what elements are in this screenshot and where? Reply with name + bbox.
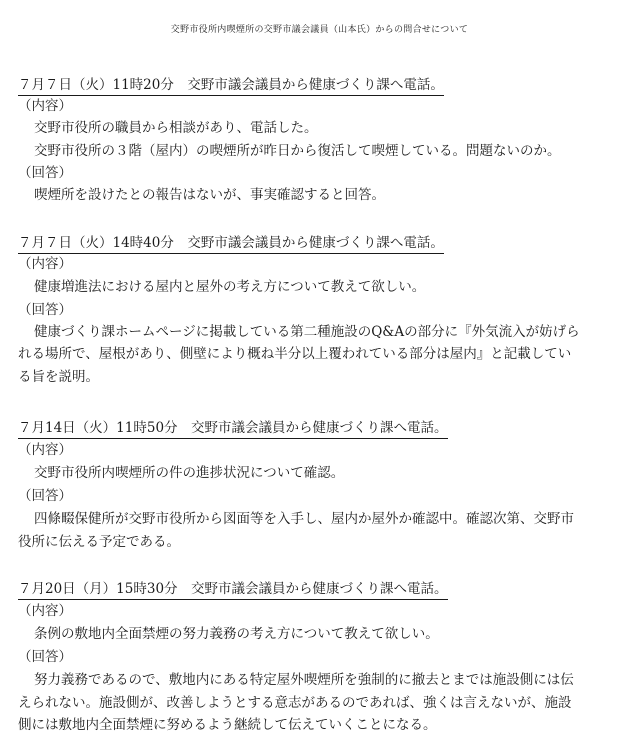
content-label: （内容） bbox=[18, 442, 72, 458]
answer-line: 役所に伝える予定である。 bbox=[18, 534, 180, 550]
answer-label: （回答） bbox=[18, 488, 72, 504]
entry-heading: ７月14日（火）11時50分 交野市議会議員から健康づくり課へ電話。 bbox=[18, 419, 448, 439]
answer-label: （回答） bbox=[18, 302, 72, 318]
content-label: （内容） bbox=[18, 98, 72, 114]
content-line: 健康増進法における屋内と屋外の考え方について教えて欲しい。 bbox=[34, 279, 426, 295]
answer-line: 側には敷地内全面禁煙に努めるよう継続して伝えていくことになる。 bbox=[18, 717, 437, 733]
entry-heading: ７月７日（火）14時40分 交野市議会議員から健康づくり課へ電話。 bbox=[18, 234, 444, 254]
answer-line: る旨を説明。 bbox=[18, 369, 99, 385]
content-line: 交野市役所内喫煙所の件の進捗状況について確認。 bbox=[34, 465, 345, 481]
answer-label: （回答） bbox=[18, 165, 72, 181]
answer-label: （回答） bbox=[18, 649, 72, 665]
content-line: 条例の敷地内全面禁煙の努力義務の考え方について教えて欲しい。 bbox=[34, 626, 439, 642]
answer-line: れる場所で、屋根があり、側壁により概ね半分以上覆われている部分は屋内』と記載してい bbox=[18, 346, 572, 362]
answer-line: えられない。施設側が、改善しようとする意志があるのであれば、強くは言えないが、施設 bbox=[18, 695, 572, 711]
answer-line: 健康づくり課ホームページに掲載している第二種施設のQ&Aの部分に『外気流入が妨げら bbox=[34, 324, 580, 340]
content-line: 交野市役所の３階（屋内）の喫煙所が昨日から復活して喫煙している。問題ないのか。 bbox=[34, 143, 561, 159]
document-title: 交野市役所内喫煙所の交野市議会議員（山本氏）からの問合せについて bbox=[170, 25, 469, 35]
content-label: （内容） bbox=[18, 256, 72, 272]
answer-line: 四條畷保健所が交野市役所から図面等を入手し、屋内か屋外か確認中。確認次第、交野市 bbox=[34, 511, 574, 527]
content-label: （内容） bbox=[18, 603, 72, 619]
answer-line: 努力義務であるので、敷地内にある特定屋外喫煙所を強制的に撤去とまでは施設側には伝 bbox=[34, 672, 574, 688]
entry-heading: ７月７日（火）11時20分 交野市議会議員から健康づくり課へ電話。 bbox=[18, 76, 444, 96]
entry-heading: ７月20日（月）15時30分 交野市議会議員から健康づくり課へ電話。 bbox=[18, 580, 448, 600]
content-line: 交野市役所の職員から相談があり、電話した。 bbox=[34, 120, 318, 136]
answer-line: 喫煙所を設けたとの報告はないが、事実確認すると回答。 bbox=[34, 187, 385, 203]
